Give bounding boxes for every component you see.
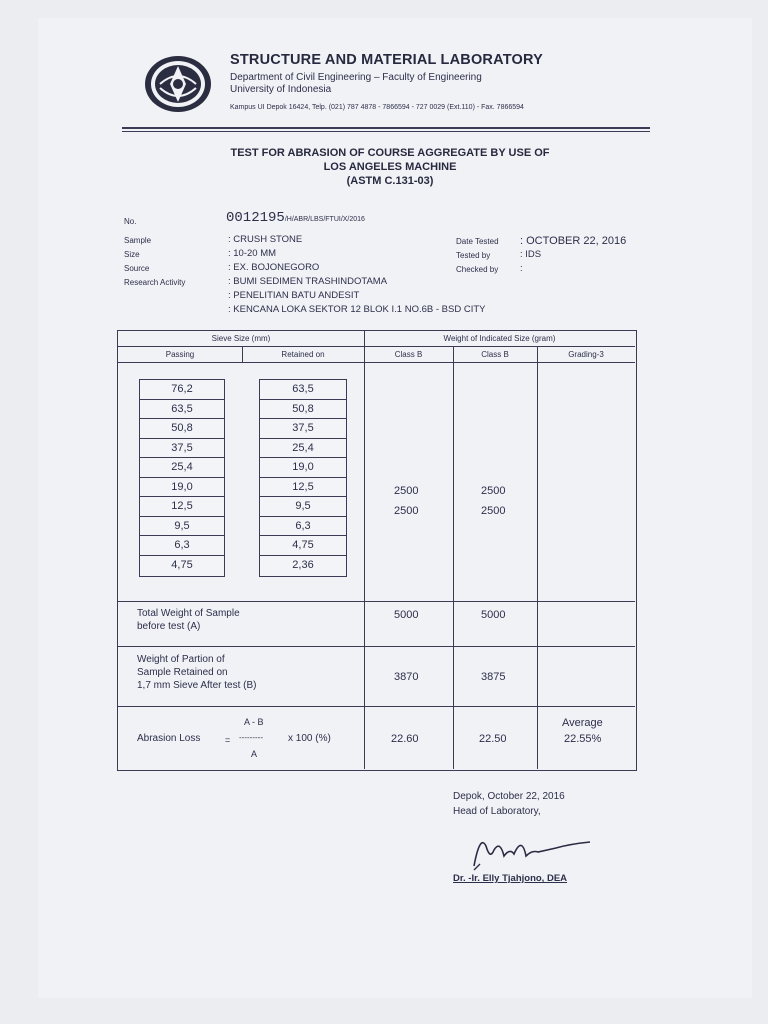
signer-name: Dr. -Ir. Elly Tjahjono, DEA	[453, 873, 568, 884]
signature	[460, 826, 600, 876]
place-date: Depok, October 22, 2016	[453, 791, 565, 802]
passing-value: 6,3	[140, 536, 224, 556]
test-title-line1: TEST FOR ABRASION OF COURSE AGGREGATE BY USE OF	[230, 147, 550, 159]
date-value: : OCTOBER 22, 2016	[520, 235, 627, 247]
passing-value: 76,2	[140, 380, 224, 400]
abrasion-col1: 22.60	[391, 733, 419, 745]
weight-col1-a: 2500	[394, 485, 419, 497]
abrasion-loss-label: Abrasion Loss	[137, 733, 201, 744]
formula-bar: ---------	[239, 733, 263, 742]
formula-numerator: A - B	[244, 717, 264, 727]
table-hline	[118, 346, 635, 347]
passing-value: 12,5	[140, 497, 224, 517]
activity-label: Research Activity	[124, 278, 186, 287]
retained-value: 9,5	[260, 497, 346, 517]
table-hline	[118, 362, 635, 363]
weight-col2-a: 2500	[481, 485, 506, 497]
retained-weight-label-line1: Weight of Partion of	[137, 654, 225, 665]
retained-header: Retained on	[281, 350, 325, 359]
retained-value: 2,36	[292, 558, 314, 571]
document-number	[226, 208, 365, 226]
retained-weight-label-line2: Sample Retained on	[137, 667, 228, 678]
university-logo	[142, 54, 214, 114]
retained-value: 50,8	[260, 400, 346, 420]
abrasion-table	[117, 330, 637, 771]
passing-value: 9,5	[140, 517, 224, 537]
class-b-header-1: Class B	[394, 350, 423, 359]
table-hline	[118, 706, 635, 707]
weight-col2-b: 2500	[481, 505, 506, 517]
checked-value: :	[520, 263, 523, 274]
retained-col2: 3875	[481, 671, 506, 683]
tested-value: : IDS	[520, 249, 542, 260]
retained-value: 12,5	[260, 478, 346, 498]
total-weight-label-line2: before test (A)	[137, 621, 201, 632]
sample-label: Sample	[124, 236, 152, 245]
source-label: Source	[124, 264, 150, 273]
header-rule-thick	[122, 127, 650, 129]
retained-value: 19,0	[260, 458, 346, 478]
passing-value: 50,8	[140, 419, 224, 439]
department-block	[230, 72, 482, 96]
retained-value: 37,5	[260, 419, 346, 439]
activity-line1: : BUMI SEDIMEN TRASHINDOTAMA	[228, 276, 388, 287]
grading-header: Grading-3	[568, 350, 604, 359]
total-col1: 5000	[394, 609, 419, 621]
date-label: Date Tested	[456, 237, 499, 246]
abrasion-col2: 22.50	[479, 733, 507, 745]
lab-name: STRUCTURE AND MATERIAL LABORATORY	[230, 52, 543, 68]
average-label: Average	[562, 717, 603, 729]
university: University of Indonesia	[230, 84, 332, 95]
formula-denominator: A	[251, 749, 258, 759]
retained-value: 4,75	[260, 536, 346, 556]
size-label: Size	[124, 250, 140, 259]
formula-equals: =	[225, 735, 231, 745]
test-title	[120, 146, 660, 188]
address: Kampus UI Depok 16424, Telp. (021) 787 4878 - 7866594 - 727 0029 (Ext.110) - Fax. 7866594	[230, 104, 524, 111]
passing-value: 4,75	[171, 558, 193, 571]
total-weight-label-line1: Total Weight of Sample	[137, 608, 240, 619]
document-number-main: 0012195	[226, 210, 285, 226]
document-number-suffix: /H/ABR/LBS/FTUI/X/2016	[284, 216, 365, 223]
retained-weight-label-line3: 1,7 mm Sieve After test (B)	[137, 680, 257, 691]
passing-value: 37,5	[140, 439, 224, 459]
source-value: : EX. BOJONEGORO	[228, 262, 320, 273]
passing-value: 25,4	[140, 458, 224, 478]
retained-weight-label	[137, 653, 256, 692]
formula-multiplier: x 100 (%)	[288, 733, 331, 744]
weight-header: Weight of Indicated Size (gram)	[443, 334, 556, 343]
tested-label: Tested by	[456, 251, 491, 260]
table-hline	[118, 646, 635, 647]
total-col2: 5000	[481, 609, 506, 621]
class-b-header-2: Class B	[481, 350, 509, 359]
retained-col1: 3870	[394, 671, 419, 683]
passing-value: 63,5	[140, 400, 224, 420]
retained-list	[259, 379, 347, 577]
header-rule-thin	[122, 131, 650, 132]
retained-value: 25,4	[260, 439, 346, 459]
activity-line3: : KENCANA LOKA SEKTOR 12 BLOK I.1 NO.6B - BSD CITY	[228, 304, 486, 315]
retained-value: 6,3	[260, 517, 346, 537]
weight-col1-b: 2500	[394, 505, 419, 517]
passing-header: Passing	[165, 350, 195, 359]
retained-value: 63,5	[260, 380, 346, 400]
total-weight-label	[137, 607, 240, 633]
sieve-size-header: Sieve Size (mm)	[211, 334, 271, 343]
activity-line2: : PENELITIAN BATU ANDESIT	[228, 290, 360, 301]
passing-list	[139, 379, 225, 577]
passing-value: 19,0	[140, 478, 224, 498]
table-hline	[118, 601, 635, 602]
table-vline	[364, 331, 365, 769]
average-value: 22.55%	[564, 733, 602, 745]
department: Department of Civil Engineering – Faculty of Engineering	[230, 72, 482, 83]
signer-role: Head of Laboratory,	[453, 806, 541, 817]
checked-label: Checked by	[456, 265, 499, 274]
sample-value: : CRUSH STONE	[228, 234, 303, 245]
test-title-line3: (ASTM C.131-03)	[346, 175, 434, 187]
size-value: : 10-20 MM	[228, 248, 277, 259]
test-title-line2: LOS ANGELES MACHINE	[323, 161, 457, 173]
no-label: No.	[124, 217, 137, 226]
